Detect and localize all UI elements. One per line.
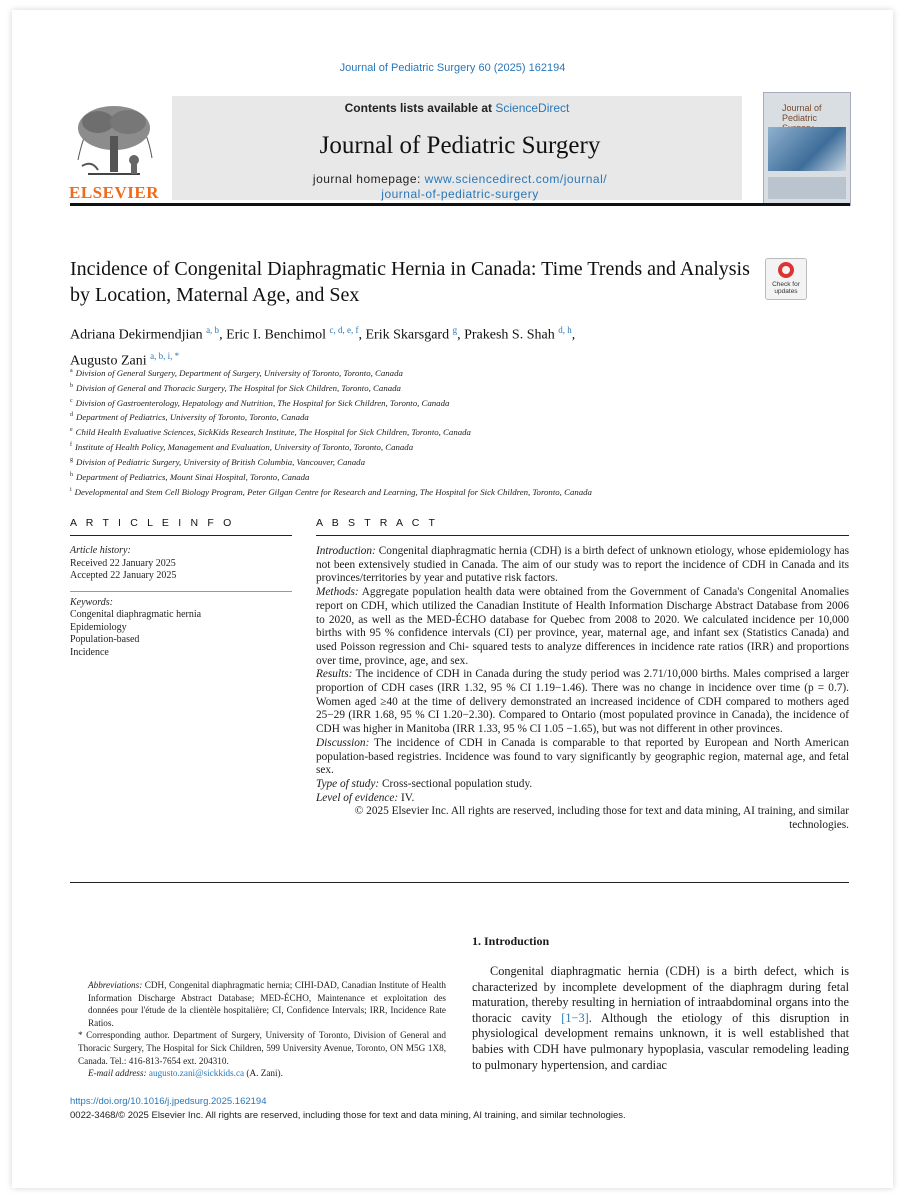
abstract-bottom-rule bbox=[70, 882, 849, 883]
abstract-level-of-evidence: Level of evidence: IV. bbox=[316, 791, 415, 804]
accepted-date: Accepted 22 January 2025 bbox=[70, 570, 177, 581]
email-footnote: E-mail address: augusto.zani@sickkids.ca (A. Zani). bbox=[88, 1068, 283, 1079]
abstract-introduction: Introduction: Congenital diaphragmatic hernia (CDH) is a birth defect of unknown etiology, whose epidemiology has not been extensively studied in Canada. The aim of our study was to report the incidence of CDH in Canada and its provinces/territories by year and putative risk factors. bbox=[316, 545, 849, 585]
homepage-url-part2[interactable]: journal-of-pediatric-surgery bbox=[381, 187, 539, 201]
journal-cover-thumbnail[interactable] bbox=[763, 92, 851, 206]
cover-band bbox=[768, 177, 846, 199]
abstract-methods: Methods: Aggregate population health data were obtained from the Government of Canada's Congenital Anomalies report on CDH, which utilized the Canadian Institute of Health Information Discharge Abstract Database from 2006 to 2020, as well as the MED-ÉCHO database for Quebec from 2008 to 2020. We calculated incidence per 10,000 births with 95 % confidence intervals (CI) per province, year, maternal age, and infant sex (Statistics Canada) and used Poisson regression and Chi- squared tests to analyze differences in incidence rate ratios (IRR) and proportions over time, province, age, and sex. bbox=[316, 586, 849, 667]
author-name: Prakesh S. Shah bbox=[464, 327, 555, 343]
abstract-body bbox=[316, 545, 849, 833]
received-date: Received 22 January 2025 bbox=[70, 557, 176, 569]
cover-image bbox=[768, 127, 846, 171]
history-label: Article history: bbox=[70, 545, 131, 556]
email-link[interactable]: augusto.zani@sickkids.ca bbox=[148, 1068, 245, 1079]
journal-title: Journal of Pediatric Surgery bbox=[319, 132, 601, 159]
affiliation-list bbox=[70, 365, 810, 498]
check-for-updates-badge[interactable] bbox=[765, 258, 807, 300]
author-list: Adriana Dekirmendjian $^{a, b}$, Eric I. Benchimol $^{c, d, e, f}$, Erik Skarsgard $^g$, Prakesh S. Shah $^{d, h}$, Augusto Zani $^{a, b, i, *}$ bbox=[70, 325, 576, 369]
author-name: Eric I. Benchimol bbox=[226, 327, 326, 343]
affiliation-item: $^b$ Division of General and Thoracic Surgery, The Hospital for Sick Children, Toronto, Canada bbox=[70, 382, 401, 393]
abstract-discussion: Discussion: The incidence of CDH in Canada is comparable to that reported by European and North American population-based registries. Incidence was found to vary significantly by geographic region, maternal age, and fetal sex. bbox=[316, 736, 849, 777]
affiliation-item: $^a$ Division of General Surgery, Department of Surgery, University of Toronto, Toronto, Canada bbox=[70, 367, 403, 378]
affiliation-item: $^d$ Department of Pediatrics, University of Toronto, Toronto, Canada bbox=[70, 412, 309, 423]
journal-homepage bbox=[172, 172, 748, 202]
keyword-item: Congenital diaphragmatic hernia bbox=[70, 609, 202, 620]
keyword-item: Population-based bbox=[70, 634, 140, 645]
citation-link[interactable]: [1−3] bbox=[561, 1010, 589, 1025]
author-name: Erik Skarsgard bbox=[365, 327, 450, 343]
affiliation-item: $^h$ Department of Pediatrics, Mount Sinai Hospital, Toronto, Canada bbox=[70, 471, 310, 482]
introduction-body: Congenital diaphragmatic hernia (CDH) is a birth defect, which is characterized by incomplete development of the diaphragm during fetal maturation, thereby resulting in herniation of intraabdominal organs into the thoracic cavity [1−3]. Although the etiology of this disruption in physiological development remains unknown, it is well established that babies with CDH have pulmonary hypoplasia, vascular remodeling leading to pulmonary hypertension, and cardiac bbox=[472, 964, 849, 1072]
author-affiliation-links[interactable]: g bbox=[452, 325, 458, 335]
affiliation-item: $^i$ Developmental and Stem Cell Biology Program, Peter Gilgan Centre for Research and Learning, The Hospital for Sick Children, Toronto, Canada bbox=[70, 486, 592, 497]
footnotes bbox=[70, 979, 446, 1080]
cover-title: Journal of Pediatric bbox=[782, 103, 822, 123]
affiliation-item: $^c$ Division of Gastroenterology, Hepatology and Nutrition, The Hospital for Sick Children, Toronto, Canada bbox=[70, 397, 450, 408]
doi-link[interactable]: https://doi.org/10.1016/j.jpedsurg.2025.162194 bbox=[70, 1096, 267, 1107]
author-affiliation-links[interactable]: c, d, e, f bbox=[329, 325, 359, 335]
keyword-item: Incidence bbox=[70, 646, 109, 658]
info-divider bbox=[70, 591, 292, 592]
corresponding-author-footnote: * Corresponding author. Department of Surgery, University of Toronto, Division of General and Thoracic Surgery, The Hospital for Sick Children, 599 University Avenue, Toronto, ON M5G 1X8, Canada. Tel.: 416-813-7654 ext. 204310. bbox=[78, 1030, 446, 1066]
author-affiliation-links[interactable]: a, b, i, * bbox=[150, 350, 180, 361]
author-affiliation-links[interactable]: d, h bbox=[558, 325, 572, 335]
abstract-copyright: © 2025 Elsevier Inc. All rights are reserved, including those for text and data mining, AI training, and similar technologies. bbox=[354, 805, 849, 832]
article-info-rule bbox=[70, 535, 292, 536]
keywords-label: Keywords: bbox=[70, 596, 113, 608]
homepage-prefix: journal homepage: bbox=[312, 172, 425, 186]
article-info-heading: A R T I C L E I N F O bbox=[70, 517, 235, 529]
running-header[interactable]: Journal of Pediatric Surgery 60 (2025) 162194 bbox=[339, 62, 566, 74]
contents-prefix: Contents lists available at bbox=[344, 101, 496, 115]
author-name: Augusto Zani bbox=[70, 353, 147, 369]
keyword-item: Epidemiology bbox=[70, 621, 127, 633]
article-info bbox=[70, 545, 270, 659]
homepage-url-part1[interactable]: www.sciencedirect.com/journal/ bbox=[424, 172, 608, 186]
sciencedirect-link[interactable]: ScienceDirect bbox=[495, 101, 570, 115]
author-affiliation-links[interactable]: a, b bbox=[206, 325, 220, 335]
masthead-rule bbox=[70, 203, 850, 206]
abbreviations-footnote: Abbreviations: CDH, Congenital diaphragmatic hernia; CIHI-DAD, Canadian Institute of Health Information Discharge Abstract Database; MED-ÉCHO, Maintenance et exploitation des données pour l'étude de la clientèle hospitalière; CI, Confidence Intervals; IRR, Incidence Rate Ratios. bbox=[88, 980, 446, 1028]
check-for-updates-icon bbox=[778, 262, 794, 278]
affiliation-item: $^g$ Division of Pediatric Surgery, University of British Columbia, Vancouver, Canada bbox=[70, 456, 365, 467]
abstract-rule bbox=[316, 535, 849, 536]
contents-line bbox=[172, 101, 742, 115]
introduction-heading: 1. Introduction bbox=[472, 934, 550, 948]
issn-copyright: 0022-3468/© 2025 Elsevier Inc. All rights are reserved, including those for text and data mining, AI training, and similar technologies. bbox=[70, 1110, 626, 1121]
affiliation-item: $^e$ Child Health Evaluative Sciences, SickKids Research Institute, The Hospital for Sick Children, Toronto, Canada bbox=[70, 427, 471, 438]
check-for-updates-label: Check for updates bbox=[772, 281, 800, 295]
author-name: Adriana Dekirmendjian bbox=[70, 327, 203, 343]
publisher-name: ELSEVIER bbox=[69, 183, 159, 202]
abstract-type-of-study: Type of study: Cross-sectional population study. bbox=[316, 777, 533, 790]
article-title: Incidence of Congenital Diaphragmatic Hernia in Canada: Time Trends and Analysis by Location, Maternal Age, and Sex bbox=[70, 258, 750, 306]
abstract-heading: A B S T R A C T bbox=[316, 517, 439, 529]
affiliation-item: $^f$ Institute of Health Policy, Management and Evaluation, University of Toronto, Toronto, Canada bbox=[70, 442, 414, 453]
abstract-results: Results: The incidence of CDH in Canada during the study period was 2.71/10,000 births. Males comprised a larger proportion of CDH cases (IRR 1.32, 95 % CI 1.19−1.46). There was no change in incidence over time (p = 0.7). Women aged ≥40 at the time of delivery demonstrated an increased incidence of CDH compared to mothers aged 25−29 (IRR 1.68, 95 % CI 1.20−2.30). Compared to Ontario (most populated province in Canada), the incidence of CDH was higher in Manitoba (IRR 1.33, 95 % CI 1.05 −1.65), but was not different in other provinces. bbox=[316, 668, 849, 736]
